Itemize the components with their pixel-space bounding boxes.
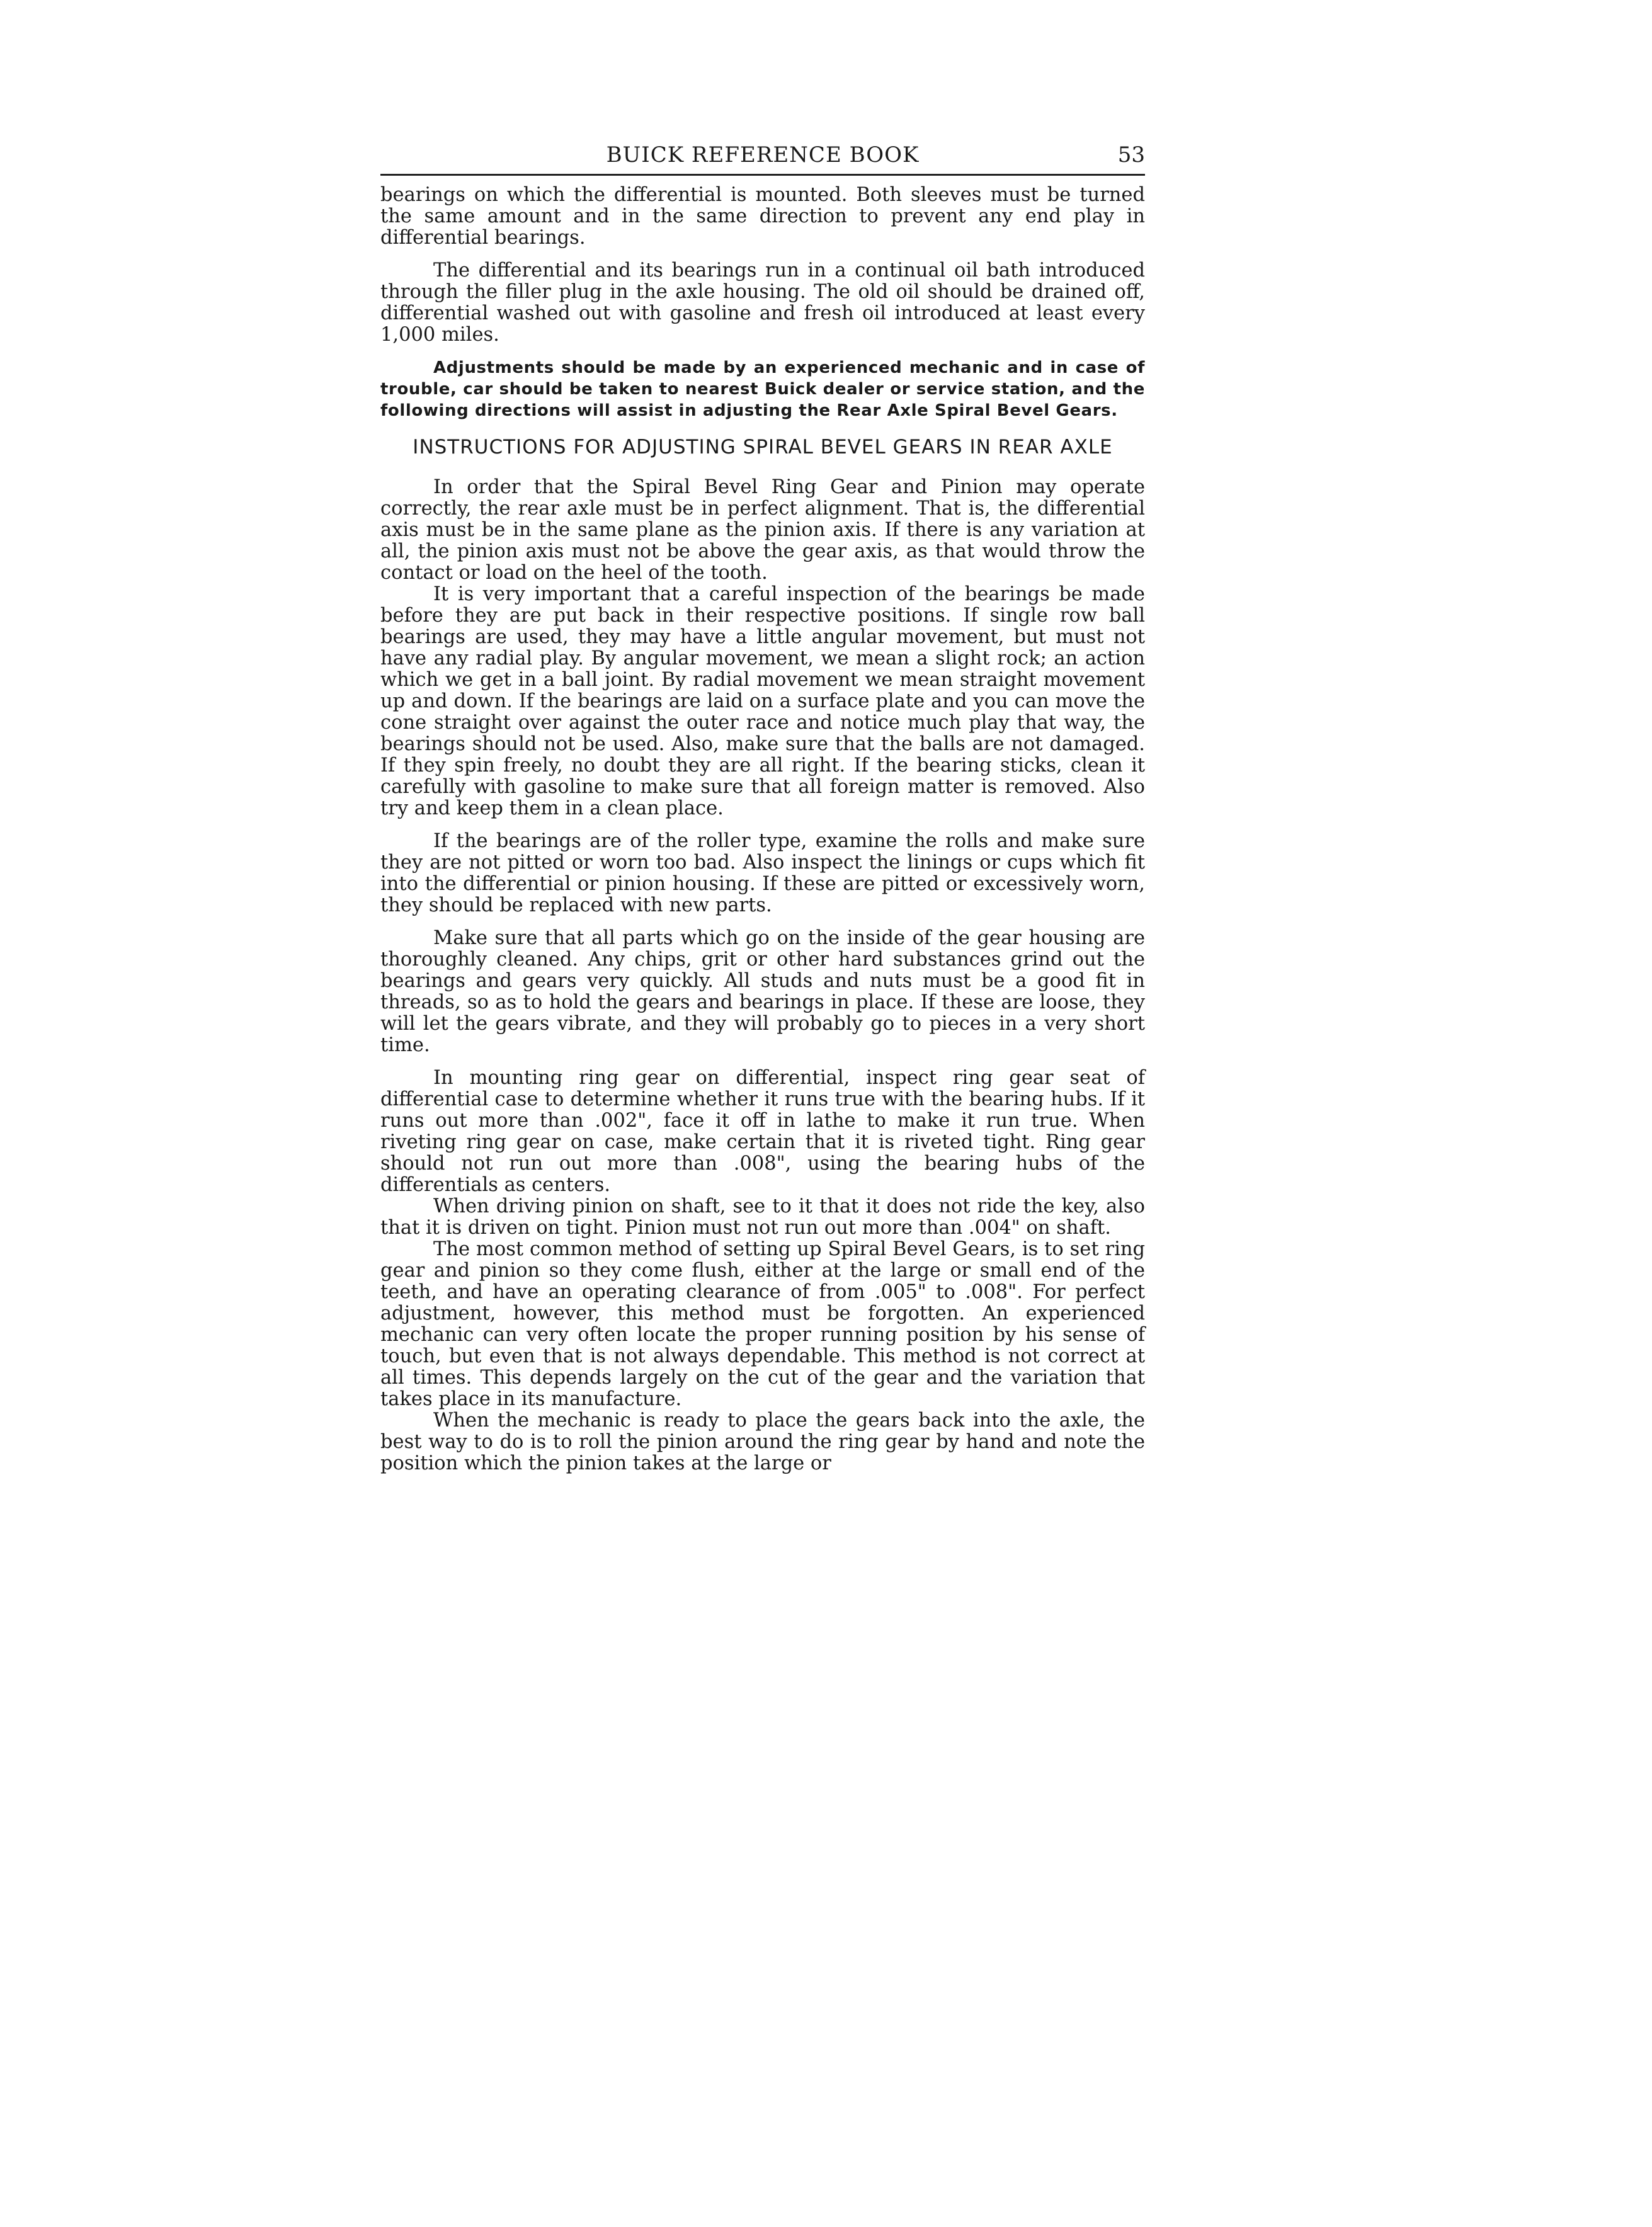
paragraph-pinion: When driving pinion on shaft, see to it that it does not ride the key, also that it is driven on tight. Pinion must not run out more than .004" on shaft. bbox=[380, 1195, 1145, 1239]
paragraph-alignment: In order that the Spiral Bevel Ring Gear and Pinion may operate correctly, the rear axle must be in perfect alignment. That is, the differential axis must be in the same plane as the pinion axis. If there is any variation at all, the pinion axis must not be above the gear axis, as that would throw the contact or load on the heel of the tooth. bbox=[380, 476, 1145, 584]
page-number: 53 bbox=[1117, 142, 1145, 168]
paragraph-ring-gear: In mounting ring gear on differential, inspect ring gear seat of differential case to determine whether it runs true with the bearing hubs. If it runs out more than .002", face it off in lathe to make it run true. When riveting ring gear on case, make certain that it is riveted tight. Ring gear should not run out more than .008", using the bearing hubs of the differentials as centers. bbox=[380, 1067, 1145, 1196]
section-heading: INSTRUCTIONS FOR ADJUSTING SPIRAL BEVEL GEARS IN REAR AXLE bbox=[413, 436, 1113, 458]
paragraph-bearing-inspection: It is very important that a careful inspection of the bearings be made before they are put back in their respective positions. If single row ball bearings are used, they may have a little angular movement, but must not have any radial play. By angular movement, we mean a slight rock; an action which we get in a ball joint. By radial movement we mean straight movement up and down. If the bearings are laid on a surface plate and you can move the cone straight over against the outer race and notice much play that way, the bearings should not be used. Also, make sure that the balls are not damaged. If they spin freely, no doubt they are all right. If the bearing sticks, clean it carefully with gasoline to make sure that all foreign matter is removed. Also try and keep them in a clean place. bbox=[380, 583, 1145, 819]
paragraph-setting-method: The most common method of setting up Spiral Bevel Gears, is to set ring gear and pinion so they come flush, either at the large or small end of the teeth, and have an operating clearance of from .005" to .008". For perfect adjustment, however, this method must be forgotten. An experienced mechanic can very often locate the proper running position by his sense of touch, but even that is not always dependable. This method is not correct at all times. This depends largely on the cut of the gear and the variation that takes place in its manufacture. bbox=[380, 1238, 1145, 1410]
paragraph-rolling-pinion: When the mechanic is ready to place the gears back into the axle, the best way to do is to roll the pinion around the ring gear by hand and note the position which the pinion takes at the large or bbox=[380, 1410, 1145, 1474]
paragraph-roller-bearings: If the bearings are of the roller type, examine the rolls and make sure they are not pitted or worn too bad. Also inspect the linings or cups which fit into the differential or pinion housing. If these are pitted or excessively worn, they should be replaced with new parts. bbox=[380, 830, 1145, 916]
running-title: BUICK REFERENCE BOOK bbox=[606, 142, 920, 168]
notice-adjustments: Adjustments should be made by an experienced mechanic and in case of trouble, car should be taken to nearest Buick dealer or service station, and the following directions will assist in adjusting the Rear Axle Spiral Bevel Gears. bbox=[380, 358, 1145, 420]
paragraph-cleaning: Make sure that all parts which go on the inside of the gear housing are thoroughly cleaned. Any chips, grit or other hard substances grind out the bearings and gears very quickly. All studs and nuts must be a good fit in threads, so as to hold the gears and bearings in place. If these are loose, they will let the gears vibrate, and they will probably go to pieces in a very short time. bbox=[380, 927, 1145, 1056]
paragraph-continuation: bearings on which the differential is mounted. Both sleeves must be turned the same amount and in the same direction to prevent any end play in differential bearings. bbox=[380, 184, 1145, 249]
body-text bbox=[380, 185, 1145, 1474]
text-column bbox=[380, 141, 1145, 1474]
running-head bbox=[380, 141, 1145, 176]
paragraph-oil-bath: The differential and its bearings run in a continual oil bath introduced through the filler plug in the axle housing. The old oil should be drained off, differential washed out with gasoline and fresh oil introduced at least every 1,000 miles. bbox=[380, 259, 1145, 346]
